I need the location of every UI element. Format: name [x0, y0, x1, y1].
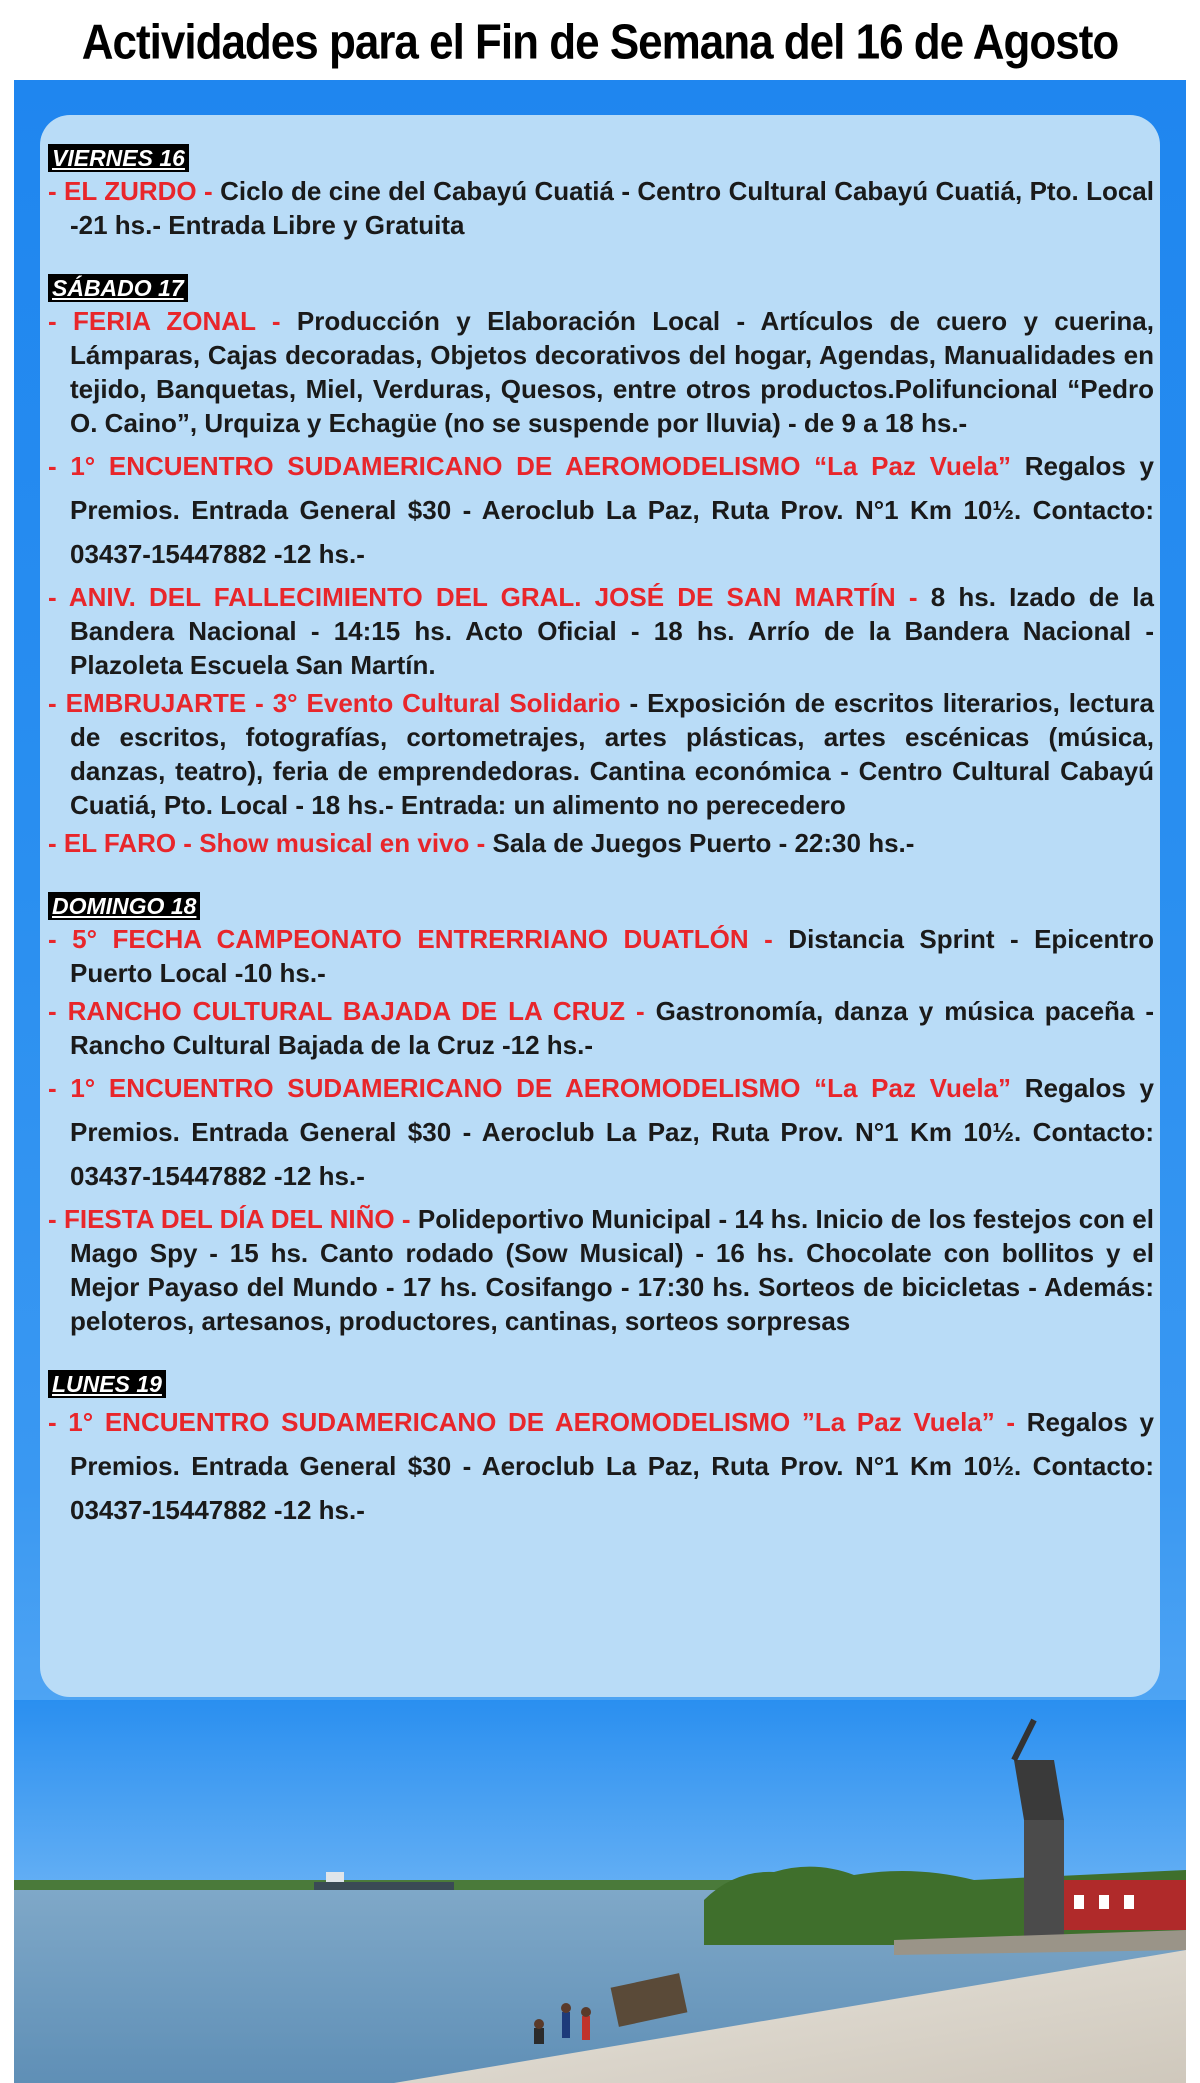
- event-title: - EMBRUJARTE - 3° Evento Cultural Solidario: [48, 688, 630, 718]
- event-details: Polideportivo Municipal - 14 hs. Inicio de los festejos con el Mago Spy - 15 hs. Canto rodado (Sow Musical) - 16 hs. Chocolate con bollitos y el Mejor Payaso del Mundo - 17 hs. Cosifango - 17:30 hs. Sorteos de bicicletas - Además: peloteros, artesanos, productores, cantinas, sorteos sorpresas: [70, 1204, 1154, 1336]
- event-details: Regalos y Premios. Entrada General $30 - Aeroclub La Paz, Ruta Prov. N°1 Km 10½. Contacto: 03437-15447882 -12 hs.-: [70, 1073, 1155, 1191]
- event-title: - EL ZURDO -: [48, 176, 221, 206]
- event-details: Producción y Elaboración Local - Artículos de cuero y cuerina, Lámparas, Cajas decoradas, Objetos decorativos del hogar, Agendas, Manualidades en tejido, Banquetas, Miel, Verduras, Quesos, entre otros productos.Polifuncional “Pedro O. Caino”, Urquiza y Echagüe (no se suspende por lluvia) - de 9 a 18 hs.-: [70, 306, 1154, 438]
- event-details: Distancia Sprint - Epicentro Puerto Local -10 hs.-: [70, 924, 1154, 988]
- day-section-domingo: [48, 888, 1154, 1338]
- event-title: - 5° FECHA CAMPEONATO ENTRERRIANO DUATLÓN -: [48, 924, 789, 954]
- day-label: DOMINGO 18: [48, 892, 200, 920]
- event-details: Regalos y Premios. Entrada General $30 - Aeroclub La Paz, Ruta Prov. N°1 Km 10½. Contacto: 03437-15447882 -12 hs.-: [70, 451, 1155, 569]
- event-title: - RANCHO CULTURAL BAJADA DE LA CRUZ -: [48, 996, 656, 1026]
- event-details: Sala de Juegos Puerto - 22:30 hs.-: [492, 828, 915, 858]
- event-item: [48, 922, 1154, 990]
- event-item: [48, 174, 1154, 242]
- day-section-lunes: [48, 1366, 1154, 1532]
- day-label: LUNES 19: [48, 1370, 166, 1398]
- day-section-sabado: [48, 270, 1154, 860]
- event-item: [48, 994, 1154, 1062]
- event-item: [48, 444, 1154, 576]
- event-title: - 1° ENCUENTRO SUDAMERICANO DE AEROMODELISMO ”La Paz Vuela” -: [48, 1407, 1027, 1437]
- event-item: [48, 1202, 1154, 1338]
- day-section-viernes: [48, 140, 1154, 242]
- schedule-content: [48, 140, 1154, 1536]
- event-item: [48, 826, 1154, 860]
- event-title: - EL FARO - Show musical en vivo -: [48, 828, 493, 858]
- day-label: VIERNES 16: [48, 144, 189, 172]
- event-item: [48, 580, 1154, 682]
- day-label: SÁBADO 17: [48, 274, 188, 302]
- event-title: - 1° ENCUENTRO SUDAMERICANO DE AEROMODELISMO “La Paz Vuela”: [48, 1073, 1025, 1103]
- event-details: Ciclo de cine del Cabayú Cuatiá - Centro Cultural Cabayú Cuatiá, Pto. Local -21 hs.- Entrada Libre y Gratuita: [70, 176, 1154, 240]
- event-title: - FIESTA DEL DÍA DEL NIÑO -: [48, 1204, 418, 1234]
- page-title: Actividades para el Fin de Semana del 16 de Agosto: [81, 15, 1119, 70]
- event-title: - ANIV. DEL FALLECIMIENTO DEL GRAL. JOSÉ DE SAN MARTÍN -: [48, 582, 931, 612]
- event-item: [48, 1066, 1154, 1198]
- port-photo: [14, 1700, 1186, 2083]
- event-details: Gastronomía, danza y música paceña -Rancho Cultural Bajada de la Cruz -12 hs.-: [70, 996, 1154, 1060]
- event-title: - 1° ENCUENTRO SUDAMERICANO DE AEROMODELISMO “La Paz Vuela”: [48, 451, 1025, 481]
- event-item: [48, 686, 1154, 822]
- event-item: [48, 1400, 1154, 1532]
- event-title: - FERIA ZONAL -: [48, 306, 297, 336]
- event-item: [48, 304, 1154, 440]
- event-details: Regalos y Premios. Entrada General $30 - Aeroclub La Paz, Ruta Prov. N°1 Km 10½. Contacto: 03437-15447882 -12 hs.-: [70, 1407, 1155, 1525]
- event-details: 8 hs. Izado de la Bandera Nacional - 14:15 hs. Acto Oficial - 18 hs. Arrío de la Bandera Nacional - Plazoleta Escuela San Martín.: [70, 582, 1154, 680]
- event-details: - Exposición de escritos literarios, lectura de escritos, fotografías, cortometrajes, artes plásticas, artes escénicas (música, danzas, teatro), feria de emprendedoras. Cantina económica - Centro Cultural Cabayú Cuatiá, Pto. Local - 18 hs.- Entrada: un alimento no perecedero: [70, 688, 1154, 820]
